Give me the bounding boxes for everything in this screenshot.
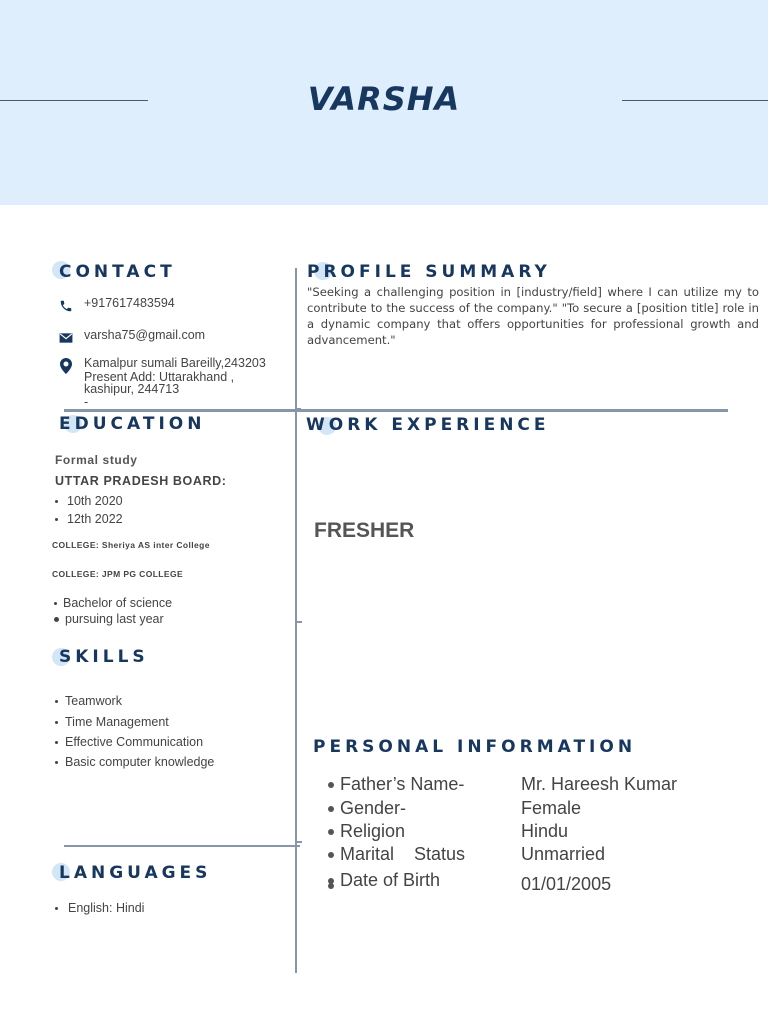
address-line: - xyxy=(84,395,89,409)
education-item: 10th 2020 xyxy=(67,494,123,508)
bullet-icon xyxy=(328,806,334,812)
personal-info-row xyxy=(328,774,677,795)
list-item xyxy=(55,901,144,915)
bullet-icon xyxy=(328,782,334,788)
personal-info-label: Date of Birth xyxy=(340,870,441,890)
personal-info-label: Gender- xyxy=(340,798,407,818)
address-line: Kamalpur sumali Bareilly,243203 xyxy=(84,356,266,370)
education-title: EDUCATION xyxy=(59,414,206,434)
personal-info-value: Unmarried xyxy=(521,844,606,864)
contact-phone: +917617483594 xyxy=(84,296,175,310)
bullet-icon xyxy=(55,721,58,724)
personal-info-row xyxy=(328,798,581,819)
education-formal-label: Formal study xyxy=(55,453,138,467)
divider-tick xyxy=(296,408,301,410)
personal-info-row xyxy=(328,866,611,895)
bullet-icon xyxy=(54,617,59,622)
contact-phone-row xyxy=(58,297,175,314)
envelope-icon xyxy=(58,330,74,346)
skill-item: Time Management xyxy=(65,715,169,729)
personal-info-row xyxy=(328,844,605,865)
list-item xyxy=(55,512,123,526)
phone-icon xyxy=(58,298,74,314)
list-item xyxy=(55,715,169,729)
languages-title: LANGUAGES xyxy=(59,863,212,883)
bullet-icon xyxy=(328,829,334,835)
bullet-icon xyxy=(328,883,334,889)
skills-title: SKILLS xyxy=(59,647,149,667)
contact-address-row xyxy=(58,357,266,409)
list-item xyxy=(54,596,172,610)
contact-title: CONTACT xyxy=(59,262,176,282)
bullet-icon xyxy=(55,500,58,503)
list-item xyxy=(55,494,123,508)
section-divider-languages xyxy=(64,845,300,847)
personal-info-value: Hindu xyxy=(521,821,569,841)
work-status: FRESHER xyxy=(314,519,415,542)
list-item xyxy=(55,694,122,708)
bullet-icon xyxy=(55,700,58,703)
resume-name: VARSHA xyxy=(307,80,461,118)
divider-tick xyxy=(297,841,302,843)
personal-info-label: Religion xyxy=(340,821,406,841)
personal-info-row xyxy=(328,821,568,842)
language-item: English: Hindi xyxy=(68,901,145,915)
address-line: Present Add: Uttarakhand , xyxy=(84,370,235,384)
education-degree-item: Bachelor of science xyxy=(63,596,173,610)
bullet-icon xyxy=(55,907,58,910)
bullet-icon xyxy=(55,741,58,744)
personal-info-value: 01/01/2005 xyxy=(521,874,612,894)
education-item: 12th 2022 xyxy=(67,512,123,526)
personal-information-title: PERSONAL INFORMATION xyxy=(313,737,637,757)
list-item xyxy=(55,755,214,769)
education-board: UTTAR PRADESH BOARD: xyxy=(55,474,227,488)
education-degree-item: pursuing last year xyxy=(65,612,164,626)
map-pin-icon xyxy=(58,358,74,374)
address-line: kashipur, 244713 xyxy=(84,382,180,396)
list-item xyxy=(55,735,203,749)
profile-summary-title: PROFILE SUMMARY xyxy=(307,262,551,282)
section-divider-top xyxy=(64,409,728,412)
education-college: COLLEGE: JPM PG COLLEGE xyxy=(52,569,184,579)
education-college: COLLEGE: Sheriya AS inter College xyxy=(52,540,210,550)
bullet-icon xyxy=(54,602,57,605)
bullet-icon xyxy=(55,761,58,764)
divider-tick xyxy=(297,621,302,623)
personal-info-label: Father’s Name- xyxy=(340,774,465,794)
personal-info-value: Mr. Hareesh Kumar xyxy=(521,774,678,794)
skill-item: Effective Communication xyxy=(65,735,204,749)
work-experience-title: WORK EXPERIENCE xyxy=(306,415,550,435)
contact-address xyxy=(84,357,266,409)
skill-item: Basic computer knowledge xyxy=(65,755,215,769)
skill-item: Teamwork xyxy=(65,694,122,708)
personal-info-value: Female xyxy=(521,798,582,818)
personal-info-label: Marital Status xyxy=(340,844,466,864)
list-item xyxy=(54,612,164,626)
bullet-icon xyxy=(55,518,58,521)
profile-summary-text: "Seeking a challenging position in [industry/field] where I can utilize my to contribute to the success of the company." "To secure a [position title] role in a dynamic company that offers opportunities for professional growth and advancement." xyxy=(307,285,759,347)
contact-email: varsha75@gmail.com xyxy=(84,328,206,342)
bullet-icon xyxy=(328,852,334,858)
contact-email-row xyxy=(58,329,205,346)
